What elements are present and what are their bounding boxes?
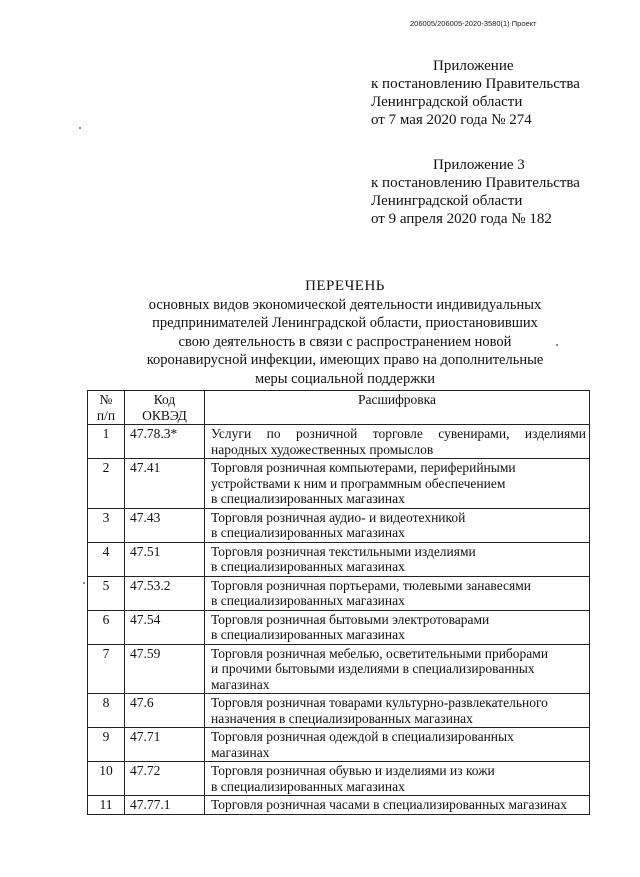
row-desc-line: магазинах [211, 744, 270, 760]
row-desc-line: назначения в специализированных магазинах [211, 710, 473, 726]
table-row [88, 459, 590, 509]
row-num: 10 [88, 762, 125, 796]
row-code: 47.59 [125, 644, 205, 694]
table-row [88, 644, 590, 694]
row-desc [205, 796, 590, 815]
row-desc-line: Торговля розничная обувью и изделиями из кожи [211, 763, 495, 778]
row-desc-line: устройствами к ним и программным обеспечением [211, 475, 506, 491]
row-desc [205, 459, 590, 509]
row-desc-line: народных художественных промыслов [211, 441, 434, 457]
heading-title: ПЕРЕЧЕНЬ [305, 278, 385, 294]
appendix-main [371, 57, 580, 129]
row-desc-line: Услуги по розничной торговле сувенирами, изделиями [211, 426, 586, 441]
row-desc-line: в специализированных магазинах [211, 491, 405, 506]
row-desc-line: Торговля розничная одеждой в специализированных [211, 729, 514, 744]
row-desc-line: Торговля розничная товарами культурно-развлекательного [211, 695, 548, 710]
row-desc-line: Торговля розничная мебелью, осветительными приборами [211, 645, 549, 661]
row-desc [205, 508, 590, 542]
activities-table [87, 390, 590, 815]
heading-line: предпринимателей Ленинградской области, приостановивших [152, 315, 538, 331]
row-num: 7 [88, 644, 125, 694]
row-desc-line: в специализированных магазинах [211, 627, 405, 642]
row-desc [205, 576, 590, 610]
row-desc-line: Торговля розничная портьерами, тюлевыми занавесями [211, 577, 532, 593]
appendix-main-line: от 7 мая 2020 года № 274 [371, 112, 532, 128]
row-desc-line: Торговля розничная бытовыми электротоварами [211, 611, 490, 627]
row-code: 47.72 [125, 762, 205, 796]
heading-line: основных видов экономической деятельности индивидуальных [148, 296, 542, 313]
heading-line: коронавирусной инфекции, имеющих право на дополнительные [146, 352, 544, 368]
table-row [88, 796, 590, 815]
row-num: 8 [88, 694, 125, 728]
row-desc [205, 728, 590, 762]
appendix-main-line: Ленинградской области [371, 94, 523, 110]
row-num: 3 [88, 508, 125, 542]
appendix-3-line: от 9 апреля 2020 года № 182 [371, 211, 552, 227]
row-desc-line: в специализированных магазинах [211, 559, 405, 574]
row-desc-line: в специализированных магазинах [211, 525, 405, 540]
row-code: 47.6 [125, 694, 205, 728]
row-desc-line: в специализированных магазинах [211, 593, 405, 608]
row-desc [205, 542, 590, 576]
row-num: 1 [88, 425, 125, 459]
header-code [125, 391, 205, 425]
header-code-line: Код [153, 392, 176, 407]
table-row [88, 694, 590, 728]
appendix-3-line: к постановлению Правительства [371, 175, 580, 191]
row-desc-line: магазинах [211, 676, 270, 692]
appendix-main-title: Приложение [433, 58, 514, 74]
scan-speck [79, 127, 81, 129]
row-desc [205, 610, 590, 644]
row-code: 47.43 [125, 508, 205, 542]
row-code: 47.41 [125, 459, 205, 509]
row-code: 47.53.2 [125, 576, 205, 610]
table-row [88, 728, 590, 762]
table-row [88, 762, 590, 796]
document-id: 206005/206005-2020-3580(1) Проект [410, 19, 537, 28]
row-num: 6 [88, 610, 125, 644]
appendix-main-line: к постановлению Правительства [371, 76, 580, 92]
row-code: 47.77.1 [125, 796, 205, 815]
table-row [88, 542, 590, 576]
row-num: 5 [88, 576, 125, 610]
row-num: 9 [88, 728, 125, 762]
row-num: 4 [88, 542, 125, 576]
row-desc [205, 694, 590, 728]
row-desc-line: Торговля розничная компьютерами, периферийными [211, 460, 516, 475]
row-desc [205, 762, 590, 796]
row-num: 2 [88, 459, 125, 509]
row-desc [205, 644, 590, 694]
header-num-line: п/п [96, 407, 116, 423]
header-code-line: ОКВЭД [142, 407, 187, 423]
scan-speck [83, 582, 85, 584]
appendix-3 [371, 156, 580, 228]
header-num-line: № [99, 392, 113, 407]
row-code: 47.51 [125, 542, 205, 576]
header-desc: Расшифровка [205, 391, 590, 425]
row-num: 11 [88, 796, 125, 815]
row-desc-line: Торговля розничная аудио- и видеотехникой [211, 509, 466, 525]
scan-speck [556, 344, 558, 346]
row-desc-line: в специализированных магазинах [211, 778, 405, 794]
row-desc-line: Торговля розничная часами в специализированных магазинах [211, 797, 568, 812]
heading-line: меры социальной поддержки [254, 370, 436, 387]
appendix-3-title: Приложение 3 [433, 157, 525, 173]
table-row [88, 576, 590, 610]
row-code: 47.54 [125, 610, 205, 644]
table-row [88, 508, 590, 542]
appendix-3-line: Ленинградской области [371, 193, 523, 209]
row-code: 47.71 [125, 728, 205, 762]
header-num [88, 391, 125, 425]
row-desc [205, 425, 590, 459]
table-row [88, 610, 590, 644]
row-desc-line: и прочими бытовыми изделиями в специализированных [211, 661, 535, 676]
row-desc-line: Торговля розничная текстильными изделиями [211, 543, 476, 559]
document-heading [100, 277, 590, 388]
heading-line: свою деятельность в связи с распространением новой [178, 333, 512, 350]
table-row [88, 425, 590, 459]
table-header-row [88, 391, 590, 425]
row-code: 47.78.3* [125, 425, 205, 459]
